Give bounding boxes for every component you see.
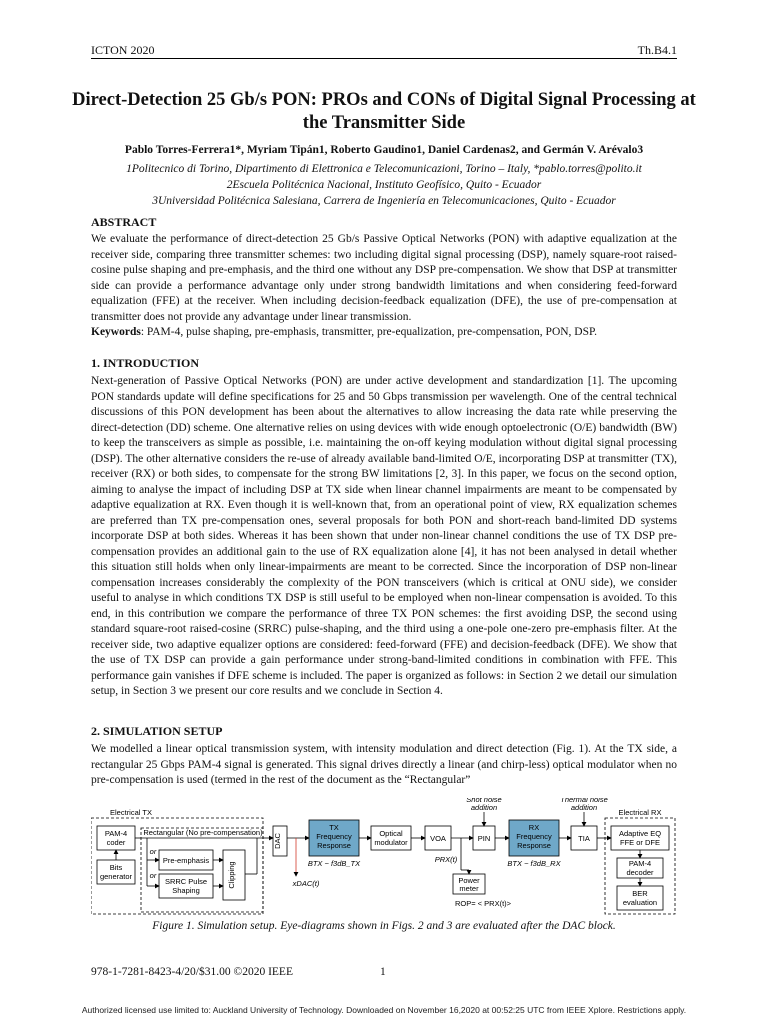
tia-label: TIA [578,834,590,843]
rectangular-label: Rectangular (No pre-compensation) [143,828,263,837]
voa-label: VOA [430,834,446,843]
bits-generator-label-2: generator [99,872,133,881]
electrical-tx-label: Electrical TX [110,808,152,817]
power-meter-label-2: meter [459,884,479,893]
tx-freq-label-2: Frequency [316,832,352,841]
tx-freq-label-1: TX [329,823,339,832]
rx-freq-label-3: Response [517,841,551,850]
tx-bw-label: BTX ~ f3dB_TX [307,859,361,868]
pin-label: PIN [477,834,491,843]
clipping-label: Clipping [227,861,236,889]
simulation-setup-figure [91,798,681,923]
license-notice: Authorized licensed use limited to: Auckland University of Technology. Downloaded on November 16,2020 at 00:52:25 UTC from IEEE Xplore. Restrictions apply. [81,1005,687,1015]
affiliation-1: 1Politecnico di Torino, Dipartimento di Elettronica e Telecomunicazioni, Torino – Italy, *pablo.torres@polito.it [126,163,642,175]
thermal-noise-label-1: Thermal noise [560,798,608,804]
thermal-noise-label-2: addition [570,803,598,812]
tx-freq-label-3: Response [317,841,351,850]
or-label-2: or [149,871,157,880]
rop-label: ROP= < PRX(t)> [454,899,512,908]
pre-emphasis-label: Pre-emphasis [162,856,210,865]
shot-noise-label-1: Shot noise [466,798,502,804]
abstract-heading: ABSTRACT [91,215,157,229]
xdac-label: xDAC(t) [292,879,320,888]
shot-noise-label-2: addition [470,803,498,812]
running-header-left: ICTON 2020 [91,43,155,57]
pam4-decoder-label-1: PAM-4 [628,859,652,868]
intro-heading: 1. INTRODUCTION [91,356,200,370]
srrc-label-2: Shaping [172,886,200,895]
running-header-right: Th.B4.1 [637,43,677,57]
optical-modulator-label-2: modulator [374,838,408,847]
pam4-coder-label-1: PAM-4 [104,829,128,838]
rx-freq-label-1: RX [528,823,540,832]
author-list: Pablo Torres-Ferrera1*, Myriam Tipán1, Roberto Gaudino1, Daniel Cardenas2, and Germán V. Arévalo3 [124,144,644,156]
keywords-text: : PAM-4, pulse shaping, pre-emphasis, transmitter, pre-equalization, pre-compensation, PON, DSP. [140,326,598,338]
keywords-label: Keywords [91,326,141,338]
dac-label: DAC [273,833,282,849]
keywords [91,326,677,338]
or-label-1: or [149,847,157,856]
affiliation-2: 2Escuela Politécnica Nacional, Instituto Geofísico, Quito - Ecuador [226,179,542,191]
pam4-decoder-label-2: decoder [626,868,654,877]
prx-label: PRX(t) [434,855,458,864]
ber-label-2: evaluation [622,898,658,907]
intro-text: Next-generation of Passive Optical Networks (PON) are under active development and standardization [1]. The upcoming PON standards update will define specifications for 25 and 50 Gbps transmission per wavelength. One of the central technical discussions of this PON development has been about the alternatives to allow increasing the data rate while preserving the direct-detection (DD) scheme. One alternative relies on using devices with wide enough optoelectronic (O/E) bandwidth (BW) to keep the transceivers as simple as possible, i.e. maintaining the on-off keying modulation without digital signal processing (DSP). The other alternative considers the re-use of already available band-limited O/E, incorporating DSP at transmitter (TX), receiver (RX) or both sides, to compensate for the strong BW limitations [2, 3]. In this paper, we focus on the second option, aiming to analyse the impact of including DSP at TX side when linear channel impairments are meant to be compensated by adaptive equalization at RX. Even though it is well-known that, from an operational point of view, RX equalization schemes are preferred than TX pre-compensation ones, several proposals for both PON and short-reach band-limited DD systems incorporate DSP at both sides. Whereas it has been shown that under non-linear channel conditions the use of TX DSP pre-compensation provides an additional gain to the use of RX equalization alone [4], it has not been analysed in detail whether this situation still holds when only linear-impairments are meant to be corrected. Since the incorporation of DSP non-linear compensation increases considerably the complexity of the PON transceivers (which is critical at ONU side), we consider useful to analyse in which conditions TX DSP is still useful to be employed when non-linear compensation is avoided. To this end, in this contribution we compare the performance of three TX PON schemes: the first avoiding DSP, the second using standard square-root raised-cosine (SRRC) pulse-shaping, and the third using a one-pole one-zero pre-emphasis filter. At the receiver side, two adaptive equalizer options are considered: feed-forward (FFE) and decision-feedback (DFE). We show that the use of TX DSP can provide a gain performance under strong-band-limited conditions in combination with FFE. This performance gain vanishes if DFE scheme is included. The paper is organized as follows: in Section 2 we detail our simulation setup, in Section 3 we present our core results and we conclude in Section 4. [91,375,677,697]
pam4-coder-label-2: coder [106,838,126,847]
simulation-heading: 2. SIMULATION SETUP [91,724,223,738]
electrical-rx-label: Electrical RX [618,808,662,817]
ber-label-1: BER [632,889,648,898]
simulation-text: We modelled a linear optical transmission system, with intensity modulation and direct detection (Fig. 1). At the TX side, a rectangular 25 Gbps PAM-4 signal is generated. This signal drives directly a linear (and chirp-less) optical modulator when no pre-compensation is used (termed in the rest of the document as the “Rectangular” [91,743,677,786]
power-meter-label-1: Power [458,876,480,885]
rx-bw-label: BTX ~ f3dB_RX [507,859,561,868]
footer-isbn: 978-1-7281-8423-4/20/$31.00 ©2020 IEEE [91,966,293,978]
figure-caption: Figure 1. Simulation setup. Eye-diagrams shown in Figs. 2 and 3 are evaluated after the DAC block. [152,920,616,932]
affiliation-3: 3Universidad Politécnica Salesiana, Carrera de Ingeniería en Telecomunicaciones, Quito - Ecuador [152,195,616,207]
header-rule [91,58,677,59]
optical-modulator-label-1: Optical [379,829,403,838]
abstract-text: We evaluate the performance of direct-detection 25 Gb/s Passive Optical Networks (PON) with adaptive equalization at the receiver side, comparing three transmitter schemes: two including digital signal processing (DSP), namely square-root raised-cosine pulse shaping and pre-emphasis, and the third one without any DSP pre-compensation. We show that DSP at transmitter side can provide a performance advantage only under strong bandwidth limitations and when considering feed-forward equalization (FFE) at the receiver. When including decision-feedback equalization (DFE), the use of pre-compensation at transmitter does not provide any advantage under linear transmission. [91,233,677,323]
adaptive-eq-label-2: FFE or DFE [619,838,661,847]
adaptive-eq-label-1: Adaptive EQ [618,829,662,838]
page-number: 1 [380,966,386,978]
paper-title: Direct-Detection 25 Gb/s PON: PROs and CONs of Digital Signal Processing at the Transmitter Side [72,90,696,133]
bits-generator-label-1: Bits [109,863,123,872]
rx-freq-label-2: Frequency [516,832,552,841]
srrc-label-1: SRRC Pulse [164,877,208,886]
